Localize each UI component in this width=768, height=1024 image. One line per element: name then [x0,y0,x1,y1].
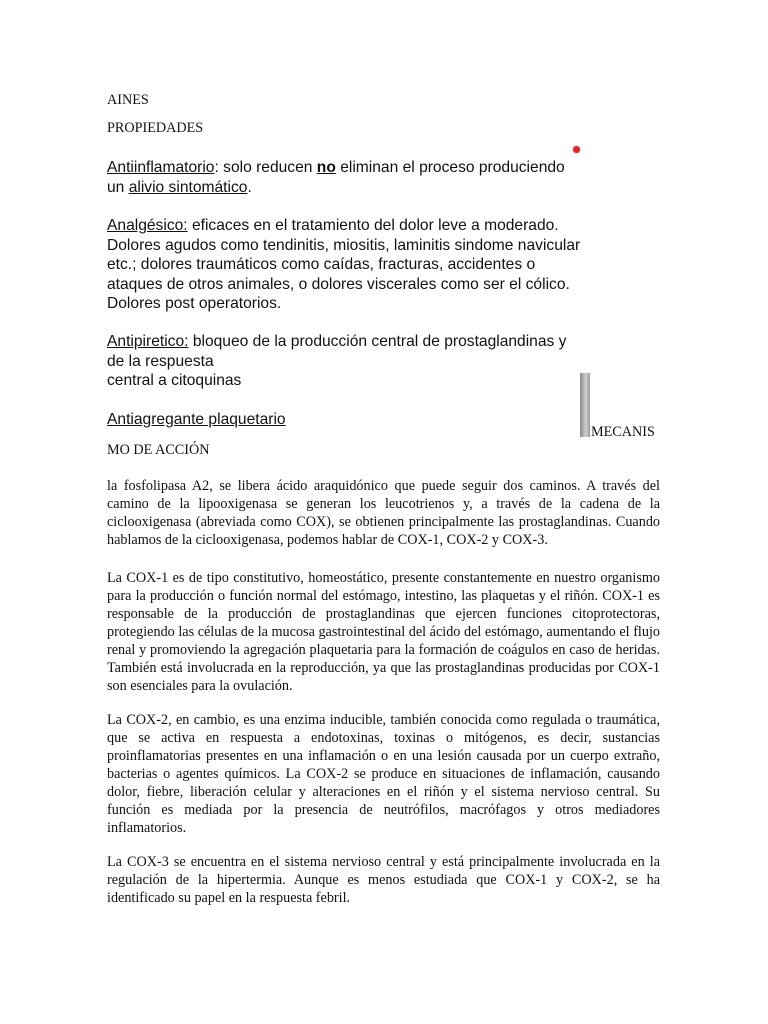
antiinflamatorio-block [107,158,587,197]
analgesico-line: Dolores agudos como tendinitis, miositis, laminitis sindome navicular [107,236,581,254]
antiinflamatorio-text1: solo reducen [218,159,317,176]
paragraph-fosfolipasa: la fosfolipasa A2, se libera ácido araquidónico que puede seguir dos caminos. A través del camino de la lipooxigenasa se generan los leucotrienos y, a través de la cadena de la ciclooxigenasa (abreviada como COX), se obtienen principalmente las prostaglandinas. Cuando hablamos de la ciclooxigenasa, podemos hablar de COX-1, COX-2 y COX-3. [107,478,660,548]
analgesico-line: etc.; dolores traumáticos como caídas, fracturas, accidentes o [107,256,536,273]
antiinflamatorio-term: Antiinflamatorio [107,159,215,176]
analgesico-term: Analgésico: [107,217,188,234]
antipiretico-line: de la respuesta [107,352,214,370]
paragraph-cox1: La COX-1 es de tipo constitutivo, homeostático, presente constantemente en nuestro organismo para la producción o función normal del estómago, intestino, las plaquetas y el riñón. COX-1 es responsable de la producción de prostaglandinas que ejercen funciones citoprotectoras, protegiendo las células de la mucosa gastrointestinal del ácido del estómago, aumentando el flujo renal y promoviendo la agregación plaquetaria para la formación de coágulos en caso de heridas. También está involucrada en la reproducción, ya que las prostaglandinas producidas por COX-1 son esenciales para la ovulación. [107,570,660,694]
antiinflamatorio-text2: eliminan el proceso produciendo [335,159,565,176]
antipiretico-block [107,332,597,391]
antipiretico-term: Antipiretico: [107,333,189,350]
analgesico-line: ataques de otros animales, o dolores viscerales como ser el cólico. [107,275,570,293]
antiinflamatorio-link: alivio sintomático [128,178,248,196]
analgesico-line: eficaces en el tratamiento del dolor leve a moderado. [187,217,559,234]
antiinflamatorio-line2-post: . [247,178,252,196]
antiagregante-heading: Antiagregante plaquetario [107,411,286,428]
red-dot-mark [573,146,580,153]
gray-bar-image [580,373,590,437]
antiinflamatorio-emph: no [316,159,336,176]
section-heading: PROPIEDADES [107,120,204,136]
document-heading: AINES [107,92,149,108]
paragraph-cox3: La COX-3 se encuentra en el sistema nervioso central y está principalmente involucrada en la regulación de la hipertermia. Aunque es menos estudiada que COX-1 y COX-2, se ha identificado su papel en la respuesta febril. [107,854,660,906]
antiinflamatorio-line2-pre: un [107,178,129,196]
mecanismo-part1: MECANIS [591,424,655,440]
antipiretico-line: central a citoquinas [107,372,242,389]
analgesico-block [107,216,597,314]
antipiretico-line: bloqueo de la producción central de prostaglandinas y [188,333,567,350]
paragraph-cox2: La COX-2, en cambio, es una enzima inducible, también conocida como regulada o traumática, que se activa en respuesta a endotoxinas, toxinas o mitógenos, es decir, sustancias proinflamatorias presentes en una inflamación o en una lesión causada por un cuerpo extraño, bacterias o agentes químicos. La COX-2 se produce en situaciones de inflamación, causando dolor, fiebre, liberación celular y alteraciones en el riñón y el sistema nervioso central. Su función es mediada por la presencia de neutrófilos, macrófagos y otros mediadores inflamatorios. [107,712,660,836]
antiinflamatorio-sep: : [214,159,219,176]
mecanismo-part2: MO DE ACCIÓN [107,442,210,458]
analgesico-line: Dolores post operatorios. [107,295,282,312]
